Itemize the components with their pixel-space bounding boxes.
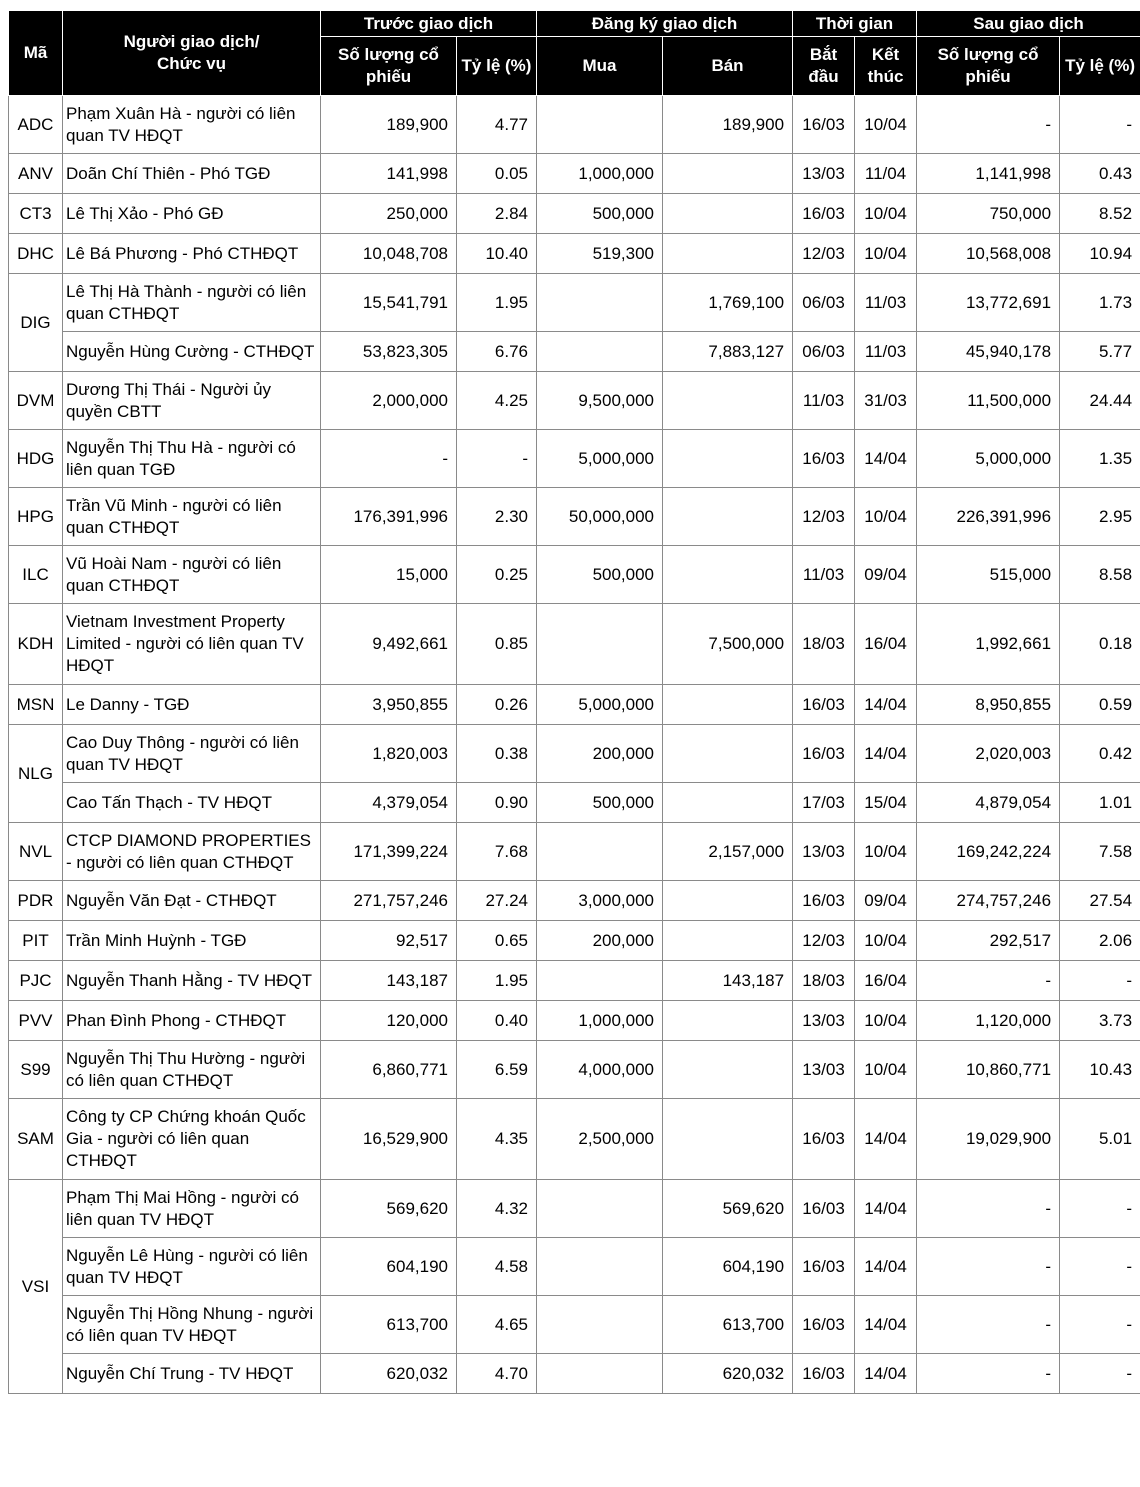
cell-ma: S99 <box>9 1041 63 1099</box>
cell-ma: NLG <box>9 725 63 823</box>
cell-after-qty: 10,568,008 <box>917 234 1060 274</box>
cell-after-qty: - <box>917 1354 1060 1394</box>
cell-end-date: 31/03 <box>855 372 917 430</box>
cell-buy: 1,000,000 <box>537 154 663 194</box>
cell-after-qty: 4,879,054 <box>917 783 1060 823</box>
cell-before-pct: 4.32 <box>457 1180 537 1238</box>
cell-after-qty: 45,940,178 <box>917 332 1060 372</box>
cell-start-date: 06/03 <box>793 274 855 332</box>
cell-ma: PDR <box>9 881 63 921</box>
cell-before-qty: 613,700 <box>321 1296 457 1354</box>
cell-after-qty: 11,500,000 <box>917 372 1060 430</box>
cell-buy <box>537 823 663 881</box>
cell-after-qty: 13,772,691 <box>917 274 1060 332</box>
cell-end-date: 10/04 <box>855 96 917 154</box>
cell-ma: HDG <box>9 430 63 488</box>
cell-after-qty: 1,141,998 <box>917 154 1060 194</box>
cell-after-qty: 2,020,003 <box>917 725 1060 783</box>
cell-nguoi-giao-dich: Công ty CP Chứng khoán Quốc Gia - người có liên quan CTHĐQT <box>63 1099 321 1180</box>
cell-before-pct: 6.59 <box>457 1041 537 1099</box>
cell-end-date: 11/03 <box>855 274 917 332</box>
cell-end-date: 09/04 <box>855 881 917 921</box>
cell-nguoi-giao-dich: Cao Tấn Thạch - TV HĐQT <box>63 783 321 823</box>
cell-after-pct: 0.18 <box>1060 604 1140 685</box>
cell-after-pct: 0.42 <box>1060 725 1140 783</box>
cell-sell <box>663 488 793 546</box>
cell-after-pct: 1.35 <box>1060 430 1140 488</box>
cell-nguoi-giao-dich: Lê Bá Phương - Phó CTHĐQT <box>63 234 321 274</box>
table-row <box>9 823 1140 881</box>
cell-before-pct: 4.65 <box>457 1296 537 1354</box>
table-row <box>9 1296 1140 1354</box>
table-row <box>9 234 1140 274</box>
cell-before-qty: 92,517 <box>321 921 457 961</box>
cell-after-pct: 10.43 <box>1060 1041 1140 1099</box>
cell-before-qty: 143,187 <box>321 961 457 1001</box>
cell-after-qty: - <box>917 1296 1060 1354</box>
cell-nguoi-giao-dich: Trần Minh Huỳnh - TGĐ <box>63 921 321 961</box>
cell-before-pct: 0.26 <box>457 685 537 725</box>
table-row <box>9 685 1140 725</box>
cell-nguoi-giao-dich: Nguyễn Thị Thu Hà - người có liên quan TGĐ <box>63 430 321 488</box>
cell-before-qty: 141,998 <box>321 154 457 194</box>
cell-after-pct: 8.52 <box>1060 194 1140 234</box>
header-sau-ty-le: Tỷ lệ (%) <box>1060 37 1140 96</box>
cell-sell <box>663 154 793 194</box>
cell-nguoi-giao-dich: Nguyễn Hùng Cường - CTHĐQT <box>63 332 321 372</box>
cell-ma: DHC <box>9 234 63 274</box>
table-row <box>9 154 1140 194</box>
cell-ma: PIT <box>9 921 63 961</box>
cell-sell <box>663 921 793 961</box>
cell-end-date: 10/04 <box>855 488 917 546</box>
cell-buy <box>537 604 663 685</box>
cell-after-qty: 274,757,246 <box>917 881 1060 921</box>
cell-buy: 4,000,000 <box>537 1041 663 1099</box>
cell-nguoi-giao-dich: Dương Thị Thái - Người ủy quyền CBTT <box>63 372 321 430</box>
cell-start-date: 16/03 <box>793 430 855 488</box>
cell-after-qty: - <box>917 1238 1060 1296</box>
cell-before-pct: 0.85 <box>457 604 537 685</box>
cell-after-qty: 5,000,000 <box>917 430 1060 488</box>
cell-end-date: 10/04 <box>855 1001 917 1041</box>
table-row <box>9 1238 1140 1296</box>
cell-start-date: 16/03 <box>793 1180 855 1238</box>
cell-sell: 189,900 <box>663 96 793 154</box>
cell-end-date: 16/04 <box>855 604 917 685</box>
cell-before-pct: 7.68 <box>457 823 537 881</box>
cell-after-qty: 8,950,855 <box>917 685 1060 725</box>
cell-after-qty: 515,000 <box>917 546 1060 604</box>
cell-before-pct: - <box>457 430 537 488</box>
cell-after-pct: - <box>1060 1238 1140 1296</box>
cell-after-qty: 19,029,900 <box>917 1099 1060 1180</box>
cell-sell: 620,032 <box>663 1354 793 1394</box>
cell-start-date: 16/03 <box>793 96 855 154</box>
cell-after-pct: 10.94 <box>1060 234 1140 274</box>
cell-buy: 500,000 <box>537 546 663 604</box>
cell-ma: KDH <box>9 604 63 685</box>
cell-before-pct: 1.95 <box>457 961 537 1001</box>
cell-after-pct: 0.43 <box>1060 154 1140 194</box>
cell-ma: DVM <box>9 372 63 430</box>
cell-nguoi-giao-dich: CTCP DIAMOND PROPERTIES - người có liên quan CTHĐQT <box>63 823 321 881</box>
cell-end-date: 16/04 <box>855 961 917 1001</box>
table-body <box>9 96 1140 1394</box>
cell-end-date: 10/04 <box>855 921 917 961</box>
header-truoc-so-luong: Số lượng cổ phiếu <box>321 37 457 96</box>
cell-end-date: 10/04 <box>855 234 917 274</box>
cell-buy <box>537 332 663 372</box>
cell-start-date: 18/03 <box>793 961 855 1001</box>
cell-end-date: 14/04 <box>855 725 917 783</box>
cell-nguoi-giao-dich: Doãn Chí Thiên - Phó TGĐ <box>63 154 321 194</box>
cell-before-pct: 4.77 <box>457 96 537 154</box>
cell-start-date: 06/03 <box>793 332 855 372</box>
table-row <box>9 725 1140 783</box>
cell-buy: 1,000,000 <box>537 1001 663 1041</box>
cell-ma: SAM <box>9 1099 63 1180</box>
cell-start-date: 11/03 <box>793 546 855 604</box>
cell-ma: PVV <box>9 1001 63 1041</box>
cell-nguoi-giao-dich: Nguyễn Văn Đạt - CTHĐQT <box>63 881 321 921</box>
cell-after-pct: 2.95 <box>1060 488 1140 546</box>
header-thoi-gian: Thời gian <box>793 11 917 37</box>
cell-end-date: 15/04 <box>855 783 917 823</box>
cell-end-date: 10/04 <box>855 1041 917 1099</box>
cell-start-date: 16/03 <box>793 1354 855 1394</box>
cell-buy <box>537 274 663 332</box>
cell-buy <box>537 1180 663 1238</box>
cell-after-qty: 1,992,661 <box>917 604 1060 685</box>
cell-start-date: 16/03 <box>793 194 855 234</box>
cell-ma: ADC <box>9 96 63 154</box>
cell-sell <box>663 685 793 725</box>
cell-sell: 143,187 <box>663 961 793 1001</box>
cell-nguoi-giao-dich: Nguyễn Thị Hồng Nhung - người có liên quan TV HĐQT <box>63 1296 321 1354</box>
cell-nguoi-giao-dich: Lê Thị Hà Thành - người có liên quan CTHĐQT <box>63 274 321 332</box>
cell-ma: ANV <box>9 154 63 194</box>
cell-before-qty: 1,820,003 <box>321 725 457 783</box>
cell-before-qty: 10,048,708 <box>321 234 457 274</box>
cell-before-qty: - <box>321 430 457 488</box>
cell-ma: NVL <box>9 823 63 881</box>
cell-buy: 2,500,000 <box>537 1099 663 1180</box>
cell-before-pct: 10.40 <box>457 234 537 274</box>
cell-buy: 200,000 <box>537 921 663 961</box>
cell-end-date: 14/04 <box>855 1180 917 1238</box>
cell-after-pct: - <box>1060 961 1140 1001</box>
cell-ma: ILC <box>9 546 63 604</box>
cell-after-pct: 8.58 <box>1060 546 1140 604</box>
cell-sell: 7,500,000 <box>663 604 793 685</box>
cell-before-pct: 1.95 <box>457 274 537 332</box>
cell-nguoi-giao-dich: Cao Duy Thông - người có liên quan TV HĐQT <box>63 725 321 783</box>
table-row <box>9 961 1140 1001</box>
cell-sell <box>663 881 793 921</box>
cell-nguoi-giao-dich: Lê Thị Xảo - Phó GĐ <box>63 194 321 234</box>
cell-before-pct: 4.25 <box>457 372 537 430</box>
cell-buy: 50,000,000 <box>537 488 663 546</box>
cell-start-date: 12/03 <box>793 234 855 274</box>
cell-before-qty: 620,032 <box>321 1354 457 1394</box>
table-row <box>9 1354 1140 1394</box>
cell-sell: 2,157,000 <box>663 823 793 881</box>
cell-start-date: 16/03 <box>793 1099 855 1180</box>
cell-before-qty: 4,379,054 <box>321 783 457 823</box>
header-bat-dau: Bắt đầu <box>793 37 855 96</box>
cell-ma: VSI <box>9 1180 63 1394</box>
cell-start-date: 13/03 <box>793 1041 855 1099</box>
cell-sell <box>663 194 793 234</box>
cell-buy <box>537 96 663 154</box>
cell-after-pct: 3.73 <box>1060 1001 1140 1041</box>
cell-nguoi-giao-dich: Phan Đình Phong - CTHĐQT <box>63 1001 321 1041</box>
insider-trading-table <box>8 10 1140 1394</box>
table-row <box>9 1099 1140 1180</box>
cell-start-date: 16/03 <box>793 1238 855 1296</box>
cell-before-pct: 0.25 <box>457 546 537 604</box>
cell-before-qty: 250,000 <box>321 194 457 234</box>
cell-end-date: 09/04 <box>855 546 917 604</box>
header-truoc-giao-dich: Trước giao dịch <box>321 11 537 37</box>
cell-after-qty: 292,517 <box>917 921 1060 961</box>
cell-nguoi-giao-dich: Le Danny - TGĐ <box>63 685 321 725</box>
cell-buy: 200,000 <box>537 725 663 783</box>
cell-before-pct: 2.84 <box>457 194 537 234</box>
cell-start-date: 12/03 <box>793 921 855 961</box>
cell-after-pct: - <box>1060 1354 1140 1394</box>
cell-end-date: 14/04 <box>855 430 917 488</box>
cell-sell: 604,190 <box>663 1238 793 1296</box>
cell-before-qty: 3,950,855 <box>321 685 457 725</box>
cell-before-qty: 16,529,900 <box>321 1099 457 1180</box>
header-ban: Bán <box>663 37 793 96</box>
cell-buy: 3,000,000 <box>537 881 663 921</box>
cell-sell <box>663 234 793 274</box>
cell-before-qty: 6,860,771 <box>321 1041 457 1099</box>
cell-buy: 519,300 <box>537 234 663 274</box>
table-row <box>9 96 1140 154</box>
header-mua: Mua <box>537 37 663 96</box>
cell-before-qty: 9,492,661 <box>321 604 457 685</box>
table-row <box>9 488 1140 546</box>
header-nguoi-giao-dich: Người giao dịch/ Chức vụ <box>63 11 321 96</box>
cell-after-pct: 1.01 <box>1060 783 1140 823</box>
cell-buy <box>537 1238 663 1296</box>
cell-start-date: 16/03 <box>793 881 855 921</box>
cell-buy <box>537 1354 663 1394</box>
cell-sell: 569,620 <box>663 1180 793 1238</box>
cell-after-pct: 0.59 <box>1060 685 1140 725</box>
cell-before-pct: 0.90 <box>457 783 537 823</box>
cell-ma: DIG <box>9 274 63 372</box>
cell-start-date: 16/03 <box>793 685 855 725</box>
cell-after-pct: 7.58 <box>1060 823 1140 881</box>
table-row <box>9 1180 1140 1238</box>
cell-nguoi-giao-dich: Phạm Xuân Hà - người có liên quan TV HĐQT <box>63 96 321 154</box>
table-row <box>9 332 1140 372</box>
cell-end-date: 10/04 <box>855 194 917 234</box>
cell-start-date: 16/03 <box>793 725 855 783</box>
cell-nguoi-giao-dich: Trần Vũ Minh - người có liên quan CTHĐQT <box>63 488 321 546</box>
header-ma: Mã <box>9 11 63 96</box>
cell-after-pct: 2.06 <box>1060 921 1140 961</box>
cell-sell <box>663 783 793 823</box>
cell-start-date: 16/03 <box>793 1296 855 1354</box>
cell-end-date: 10/04 <box>855 823 917 881</box>
table-row <box>9 921 1140 961</box>
cell-before-pct: 4.58 <box>457 1238 537 1296</box>
cell-after-pct: - <box>1060 1180 1140 1238</box>
cell-after-qty: - <box>917 96 1060 154</box>
cell-before-pct: 4.35 <box>457 1099 537 1180</box>
cell-ma: PJC <box>9 961 63 1001</box>
header-sau-so-luong: Số lượng cổ phiếu <box>917 37 1060 96</box>
cell-nguoi-giao-dich: Vietnam Investment Property Limited - người có liên quan TV HĐQT <box>63 604 321 685</box>
cell-buy <box>537 961 663 1001</box>
cell-after-pct: - <box>1060 96 1140 154</box>
cell-sell <box>663 1099 793 1180</box>
table-row <box>9 430 1140 488</box>
cell-buy: 5,000,000 <box>537 685 663 725</box>
cell-buy: 9,500,000 <box>537 372 663 430</box>
cell-before-pct: 2.30 <box>457 488 537 546</box>
cell-end-date: 14/04 <box>855 1099 917 1180</box>
header-truoc-ty-le: Tỷ lệ (%) <box>457 37 537 96</box>
cell-end-date: 11/04 <box>855 154 917 194</box>
header-sau-giao-dich: Sau giao dịch <box>917 11 1140 37</box>
cell-sell <box>663 430 793 488</box>
table-row <box>9 783 1140 823</box>
cell-before-qty: 604,190 <box>321 1238 457 1296</box>
cell-ma: HPG <box>9 488 63 546</box>
cell-sell <box>663 1041 793 1099</box>
cell-end-date: 14/04 <box>855 685 917 725</box>
cell-buy: 500,000 <box>537 194 663 234</box>
table-row <box>9 274 1140 332</box>
cell-before-qty: 53,823,305 <box>321 332 457 372</box>
table-row <box>9 604 1140 685</box>
cell-buy: 5,000,000 <box>537 430 663 488</box>
cell-end-date: 14/04 <box>855 1354 917 1394</box>
cell-before-qty: 15,000 <box>321 546 457 604</box>
cell-before-qty: 176,391,996 <box>321 488 457 546</box>
header-dang-ky-giao-dich: Đăng ký giao dịch <box>537 11 793 37</box>
cell-before-qty: 271,757,246 <box>321 881 457 921</box>
cell-start-date: 12/03 <box>793 488 855 546</box>
cell-nguoi-giao-dich: Nguyễn Thanh Hằng - TV HĐQT <box>63 961 321 1001</box>
cell-after-pct: - <box>1060 1296 1140 1354</box>
cell-before-pct: 27.24 <box>457 881 537 921</box>
table-row <box>9 372 1140 430</box>
cell-sell <box>663 1001 793 1041</box>
cell-after-pct: 5.77 <box>1060 332 1140 372</box>
cell-before-qty: 171,399,224 <box>321 823 457 881</box>
cell-after-qty: - <box>917 1180 1060 1238</box>
cell-end-date: 14/04 <box>855 1296 917 1354</box>
cell-buy <box>537 1296 663 1354</box>
cell-before-pct: 0.65 <box>457 921 537 961</box>
cell-before-qty: 120,000 <box>321 1001 457 1041</box>
cell-after-pct: 27.54 <box>1060 881 1140 921</box>
cell-sell: 1,769,100 <box>663 274 793 332</box>
table-header <box>9 11 1140 96</box>
cell-buy: 500,000 <box>537 783 663 823</box>
cell-nguoi-giao-dich: Vũ Hoài Nam - người có liên quan CTHĐQT <box>63 546 321 604</box>
cell-start-date: 13/03 <box>793 823 855 881</box>
cell-sell <box>663 372 793 430</box>
header-ket-thuc: Kết thúc <box>855 37 917 96</box>
cell-start-date: 13/03 <box>793 1001 855 1041</box>
cell-ma: CT3 <box>9 194 63 234</box>
cell-start-date: 13/03 <box>793 154 855 194</box>
cell-nguoi-giao-dich: Nguyễn Lê Hùng - người có liên quan TV HĐQT <box>63 1238 321 1296</box>
cell-sell <box>663 725 793 783</box>
table-row <box>9 1001 1140 1041</box>
cell-end-date: 11/03 <box>855 332 917 372</box>
cell-after-pct: 24.44 <box>1060 372 1140 430</box>
cell-before-qty: 2,000,000 <box>321 372 457 430</box>
table-row <box>9 546 1140 604</box>
cell-before-pct: 6.76 <box>457 332 537 372</box>
cell-after-qty: 750,000 <box>917 194 1060 234</box>
cell-sell <box>663 546 793 604</box>
cell-after-qty: 1,120,000 <box>917 1001 1060 1041</box>
cell-after-pct: 5.01 <box>1060 1099 1140 1180</box>
cell-nguoi-giao-dich: Nguyễn Thị Thu Hường - người có liên quan CTHĐQT <box>63 1041 321 1099</box>
cell-before-pct: 0.05 <box>457 154 537 194</box>
cell-before-pct: 4.70 <box>457 1354 537 1394</box>
cell-before-qty: 569,620 <box>321 1180 457 1238</box>
cell-nguoi-giao-dich: Nguyễn Chí Trung - TV HĐQT <box>63 1354 321 1394</box>
cell-after-qty: 169,242,224 <box>917 823 1060 881</box>
cell-sell: 613,700 <box>663 1296 793 1354</box>
cell-sell: 7,883,127 <box>663 332 793 372</box>
cell-start-date: 11/03 <box>793 372 855 430</box>
cell-after-qty: 10,860,771 <box>917 1041 1060 1099</box>
cell-before-pct: 0.40 <box>457 1001 537 1041</box>
table-row <box>9 194 1140 234</box>
cell-start-date: 17/03 <box>793 783 855 823</box>
table-row <box>9 1041 1140 1099</box>
cell-after-qty: 226,391,996 <box>917 488 1060 546</box>
cell-before-pct: 0.38 <box>457 725 537 783</box>
cell-before-qty: 189,900 <box>321 96 457 154</box>
table-row <box>9 881 1140 921</box>
cell-start-date: 18/03 <box>793 604 855 685</box>
cell-ma: MSN <box>9 685 63 725</box>
cell-after-pct: 1.73 <box>1060 274 1140 332</box>
cell-before-qty: 15,541,791 <box>321 274 457 332</box>
cell-end-date: 14/04 <box>855 1238 917 1296</box>
cell-after-qty: - <box>917 961 1060 1001</box>
cell-nguoi-giao-dich: Phạm Thị Mai Hồng - người có liên quan TV HĐQT <box>63 1180 321 1238</box>
